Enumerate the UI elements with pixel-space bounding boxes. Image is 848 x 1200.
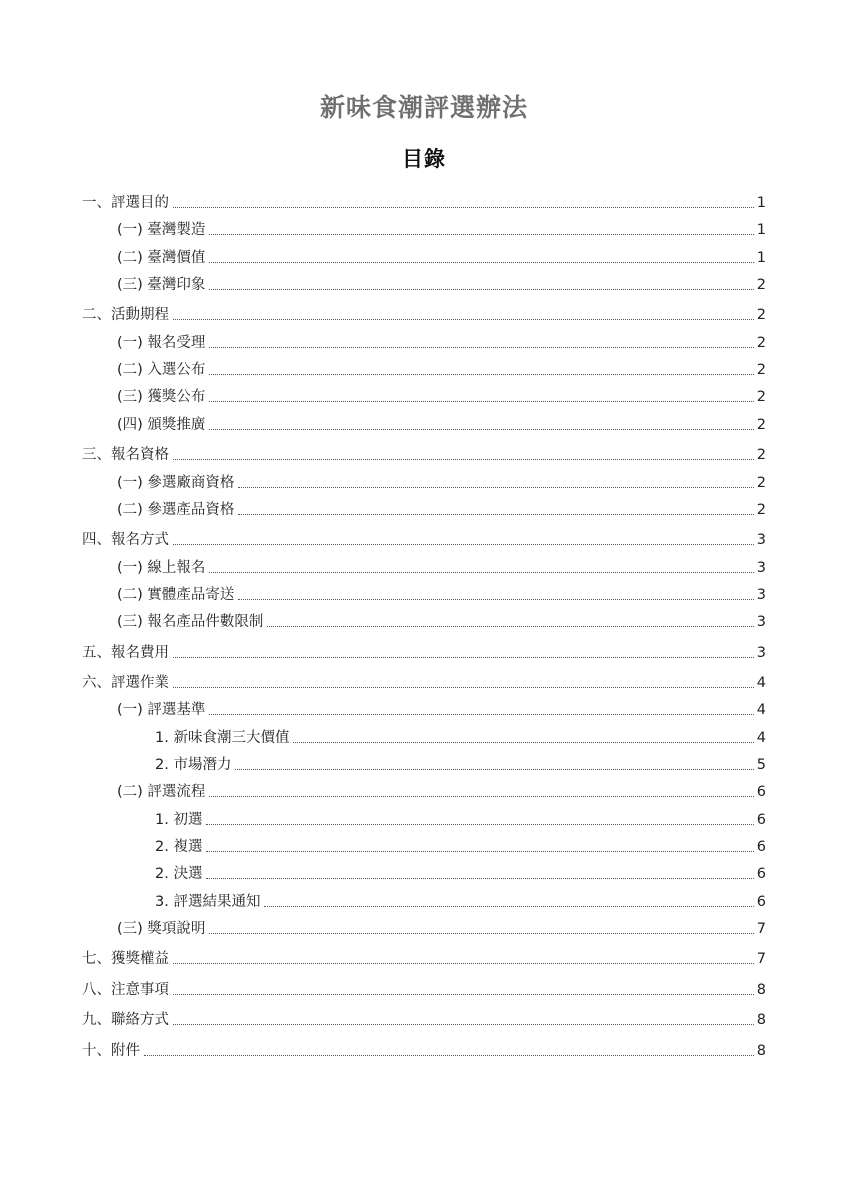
toc-entry[interactable] bbox=[117, 582, 766, 604]
toc-entry[interactable] bbox=[155, 725, 766, 747]
toc-dot-leader bbox=[209, 346, 754, 348]
toc-entry-page-number: 2 bbox=[756, 447, 766, 464]
toc-entry-page-number: 4 bbox=[756, 729, 766, 746]
toc-dot-leader bbox=[209, 795, 754, 797]
toc-entry[interactable] bbox=[117, 916, 766, 938]
toc-dot-leader bbox=[209, 571, 754, 573]
toc-dot-leader bbox=[173, 1023, 754, 1025]
toc-entry-page-number: 8 bbox=[756, 1012, 766, 1029]
toc-entry-page-number: 2 bbox=[756, 474, 766, 491]
toc-entry[interactable] bbox=[155, 834, 766, 856]
toc-dot-leader bbox=[209, 233, 754, 235]
toc-entry-page-number: 4 bbox=[756, 702, 766, 719]
toc-entry[interactable] bbox=[117, 779, 766, 801]
toc-entry[interactable] bbox=[155, 807, 766, 829]
toc-entry[interactable] bbox=[82, 1038, 766, 1060]
toc-entry[interactable] bbox=[82, 1007, 766, 1029]
toc-entry[interactable] bbox=[117, 609, 766, 631]
toc-entry-page-number: 2 bbox=[756, 362, 766, 379]
toc-entry-label: (二) 參選產品資格 bbox=[117, 501, 235, 518]
toc-entry[interactable] bbox=[82, 946, 766, 968]
toc-entry-page-number: 7 bbox=[756, 951, 766, 968]
toc-dot-leader bbox=[173, 206, 754, 208]
toc-entry-page-number: 2 bbox=[756, 416, 766, 433]
toc-entry-page-number: 5 bbox=[756, 757, 766, 773]
toc-entry-page-number: 3 bbox=[756, 532, 766, 549]
toc-entry[interactable] bbox=[117, 497, 766, 519]
toc-entry-page-number: 6 bbox=[756, 784, 766, 801]
toc-entry-label: (二) 實體產品寄送 bbox=[117, 586, 235, 603]
toc-dot-leader bbox=[206, 850, 754, 852]
toc-entry-label: (四) 頒獎推廣 bbox=[117, 416, 206, 433]
toc-entry-label: (三) 臺灣印象 bbox=[117, 277, 206, 294]
toc-entry-label: (三) 獲獎公布 bbox=[117, 389, 206, 406]
toc-entry-label: 五、報名費用 bbox=[82, 644, 169, 661]
toc-dot-leader bbox=[209, 261, 754, 263]
toc-dot-leader bbox=[238, 598, 754, 600]
document-title: 新味食潮評選辦法 bbox=[319, 93, 528, 122]
toc-entry-label: 三、報名資格 bbox=[82, 447, 169, 464]
toc-entry-label: 2. 決選 bbox=[155, 866, 203, 883]
toc-entry[interactable] bbox=[117, 384, 766, 406]
toc-dot-leader bbox=[238, 513, 754, 515]
toc-entry-label: (二) 入選公布 bbox=[117, 362, 206, 379]
toc-dot-leader bbox=[209, 288, 754, 290]
toc-entry-label: (一) 臺灣製造 bbox=[117, 222, 206, 239]
toc-heading: 目錄 bbox=[402, 147, 446, 171]
toc-entry-label: (二) 臺灣價值 bbox=[117, 249, 206, 266]
toc-entry[interactable] bbox=[82, 302, 766, 324]
toc-entry-page-number: 1 bbox=[756, 222, 766, 239]
toc-entry-page-number: 6 bbox=[756, 893, 766, 910]
toc-dot-leader bbox=[235, 768, 754, 770]
toc-entry-page-number: 6 bbox=[756, 866, 766, 883]
toc-entry-label: 九、聯絡方式 bbox=[82, 1012, 169, 1029]
toc-entry-label: (三) 獎項說明 bbox=[117, 921, 206, 938]
toc-entry[interactable] bbox=[117, 412, 766, 434]
toc-entry[interactable] bbox=[155, 889, 766, 911]
toc-dot-leader bbox=[173, 458, 754, 460]
toc-entry-label: 2. 複選 bbox=[155, 839, 203, 856]
toc-entry-page-number: 4 bbox=[756, 674, 766, 691]
toc-entry-label: (一) 線上報名 bbox=[117, 559, 206, 576]
toc-dot-leader bbox=[264, 905, 754, 907]
toc-entry-page-number: 8 bbox=[756, 981, 766, 998]
toc-entry-page-number: 2 bbox=[756, 307, 766, 324]
toc-entry[interactable] bbox=[117, 330, 766, 352]
toc-entry[interactable] bbox=[82, 442, 766, 464]
toc-dot-leader bbox=[209, 428, 754, 430]
toc-dot-leader bbox=[267, 625, 754, 627]
toc-entry[interactable] bbox=[117, 470, 766, 492]
toc-entry-label: (二) 評選流程 bbox=[117, 784, 206, 801]
toc-entry-page-number: 2 bbox=[756, 389, 766, 406]
toc-entry[interactable] bbox=[117, 217, 766, 239]
toc-dot-leader bbox=[173, 543, 754, 545]
toc-entry-page-number: 7 bbox=[756, 921, 766, 938]
toc-dot-leader bbox=[209, 373, 754, 375]
toc-entry[interactable] bbox=[82, 640, 766, 662]
toc-entry-page-number: 2 bbox=[756, 277, 766, 294]
toc-entry[interactable] bbox=[117, 555, 766, 577]
toc-dot-leader bbox=[206, 823, 754, 825]
toc-entry[interactable] bbox=[117, 272, 766, 294]
toc-entry[interactable] bbox=[82, 670, 766, 692]
toc-dot-leader bbox=[173, 993, 754, 995]
toc-entry-page-number: 2 bbox=[756, 501, 766, 518]
toc-entry[interactable] bbox=[82, 190, 766, 212]
toc-entry-page-number: 3 bbox=[756, 559, 766, 576]
toc-dot-leader bbox=[173, 318, 754, 320]
toc-entry-page-number: 3 bbox=[756, 586, 766, 603]
toc-entry-page-number: 1 bbox=[756, 249, 766, 266]
toc-entry[interactable] bbox=[117, 357, 766, 379]
toc-dot-leader bbox=[206, 877, 754, 879]
toc-entry-page-number: 6 bbox=[756, 839, 766, 856]
toc-entry-page-number: 1 bbox=[756, 195, 766, 211]
toc-entry-page-number: 2 bbox=[756, 334, 766, 351]
toc-entry-label: 3. 評選結果通知 bbox=[155, 893, 261, 910]
toc-entry-label: (三) 報名產品件數限制 bbox=[117, 614, 264, 631]
toc-dot-leader bbox=[238, 486, 754, 488]
toc-entry-label: 四、報名方式 bbox=[82, 532, 169, 549]
toc-entry[interactable] bbox=[82, 977, 766, 999]
toc-entry-page-number: 3 bbox=[756, 644, 766, 661]
toc-entry-label: 七、獲獎權益 bbox=[82, 951, 169, 968]
toc-entry-label: 2. 市場潛力 bbox=[155, 757, 232, 773]
toc-entry[interactable] bbox=[155, 861, 766, 883]
toc-entry-label: 1. 初選 bbox=[155, 811, 203, 828]
toc-entry-page-number: 8 bbox=[756, 1042, 766, 1059]
toc-dot-leader bbox=[209, 713, 754, 715]
toc-entry[interactable] bbox=[117, 245, 766, 267]
toc-entry[interactable] bbox=[155, 752, 766, 774]
toc-dot-leader bbox=[173, 686, 754, 688]
toc-entry-label: 一、評選目的 bbox=[82, 195, 169, 211]
toc-dot-leader bbox=[173, 656, 754, 658]
toc-entry-label: 二、活動期程 bbox=[82, 307, 169, 324]
toc-entry-label: (一) 參選廠商資格 bbox=[117, 474, 235, 491]
toc-entry-page-number: 3 bbox=[756, 614, 766, 631]
toc-entry-label: 八、注意事項 bbox=[82, 981, 169, 998]
toc-entry-label: (一) 報名受理 bbox=[117, 334, 206, 351]
toc-dot-leader bbox=[209, 400, 754, 402]
toc-entry-label: (一) 評選基準 bbox=[117, 702, 206, 719]
toc-entry[interactable] bbox=[117, 697, 766, 719]
toc-dot-leader bbox=[173, 962, 754, 964]
toc-entry-label: 十、附件 bbox=[82, 1042, 140, 1059]
toc-entry-label: 六、評選作業 bbox=[82, 674, 169, 691]
toc-entry[interactable] bbox=[82, 527, 766, 549]
toc-dot-leader bbox=[293, 741, 754, 743]
toc-entry-page-number: 6 bbox=[756, 811, 766, 828]
toc-dot-leader bbox=[209, 932, 754, 934]
toc-dot-leader bbox=[144, 1054, 754, 1056]
toc-entry-label: 1. 新味食潮三大價值 bbox=[155, 729, 290, 746]
